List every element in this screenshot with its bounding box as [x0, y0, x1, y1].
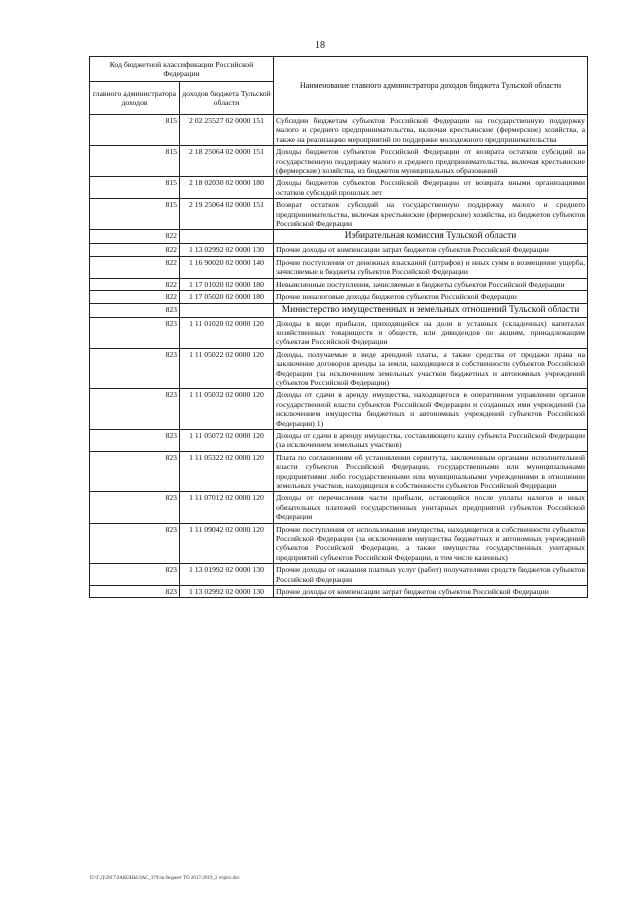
table-row: [90, 278, 588, 290]
income-name-cell: Невыясненные поступления, зачисляемые в бюджеты субъектов Российской Федерации: [274, 278, 588, 290]
admin-code-cell: 823: [90, 586, 180, 598]
income-name-cell: Прочие неналоговые доходы бюджетов субъектов Российской Федерации: [274, 291, 588, 303]
table-row: [90, 244, 588, 256]
admin-code-cell: 815: [90, 177, 180, 199]
income-name-cell: Доходы бюджетов субъектов Российской Федерации от возврата остатков субсидий на государственную поддержку малого и среднего предпринимательства, включая крестьянские (фермерские) хозяйства, из бюджетов муниципальных образований: [274, 146, 588, 177]
income-name-cell: Прочие поступления от денежных взысканий (штрафов) и иных сумм в возмещение ущерба, зачисляемые в бюджеты субъектов Российской Федерации: [274, 256, 588, 278]
income-code-cell: 1 13 02992 02 0000 130: [180, 586, 274, 598]
income-code-cell: 2 19 25064 02 0000 151: [180, 199, 274, 230]
income-name-cell: Доходы, получаемые в виде арендной платы, а также средства от продажи права на заключение договоров аренды за земли, находящиеся в собственности субъектов Российской Федерации (за исключением земельных участков бюджетных и автономных учреждений субъектов Российской Федерации): [274, 348, 588, 389]
income-code-cell: 1 17 01020 02 0000 180: [180, 278, 274, 290]
admin-code-cell: 822: [90, 256, 180, 278]
admin-code-cell: 822: [90, 291, 180, 303]
income-code-cell: 1 11 07012 02 0000 120: [180, 492, 274, 523]
table-row: [90, 291, 588, 303]
admin-code-cell: 823: [90, 348, 180, 389]
empty-code-cell: [180, 230, 274, 244]
table-row: [90, 317, 588, 348]
table-row: [90, 199, 588, 230]
admin-column-header: главного администратора доходов: [90, 82, 180, 115]
admin-code-cell: 815: [90, 146, 180, 177]
table-row: [90, 492, 588, 523]
income-code-cell: 1 11 05032 02 0000 120: [180, 389, 274, 430]
income-name-cell: Плата по соглашениям об установлении сервитута, заключенным органами исполнительной власти субъектов Российской Федерации, государственными или муниципальными предприятиями либо государственными или муниципальными учреждениями в отношении земельных участков, находящихся в собственности субъектов Российской Федерации: [274, 451, 588, 492]
table-row: [90, 429, 588, 451]
admin-code-cell: 823: [90, 389, 180, 430]
income-code-cell: 1 13 01992 02 0000 130: [180, 564, 274, 586]
revenue-administrators-table: [89, 56, 588, 598]
admin-code-cell: 823: [90, 451, 180, 492]
admin-code-cell: 823: [90, 429, 180, 451]
empty-code-cell: [180, 303, 274, 317]
code-group-header: Код бюджетной классификации Российской Федерации: [90, 57, 274, 82]
organization-name: Избирательная комиссия Тульской области: [274, 230, 588, 244]
admin-code-cell: 815: [90, 199, 180, 230]
income-name-cell: Субсидии бюджетам субъектов Российской Федерации на государственную поддержку малого и среднего предпринимательства, включая крестьянские (фермерские) хозяйства, а также на реализацию мероприятий по поддержке молодежного предпринимательства: [274, 115, 588, 146]
income-code-cell: 1 11 05072 02 0000 120: [180, 429, 274, 451]
income-name-cell: Доходы в виде прибыли, приходящейся на доли в уставных (складочных) капиталах хозяйственных товариществ и обществ, или дивидендов по акциям, принадлежащим субъектам Российской Федерации: [274, 317, 588, 348]
file-path-footer: D:\Г:Д\2017\ЗАКОНЫ\ЗАС_379\зк бюджет ТО 2017-2019_2 чтрп1.doc: [90, 876, 240, 881]
table-row: [90, 451, 588, 492]
admin-code-cell: 822: [90, 244, 180, 256]
admin-code-cell: 823: [90, 317, 180, 348]
income-name-cell: Прочие доходы от оказания платных услуг (работ) получателями средств бюджетов субъектов Российской Федерации: [274, 564, 588, 586]
income-code-cell: 1 16 90020 02 0000 140: [180, 256, 274, 278]
table-body: [90, 115, 588, 598]
admin-code-cell: 823: [90, 523, 180, 564]
table-row: [90, 348, 588, 389]
income-code-cell: 1 17 05020 02 0000 180: [180, 291, 274, 303]
organization-row: [90, 303, 588, 317]
admin-code-cell: 823: [90, 303, 180, 317]
admin-code-cell: 815: [90, 115, 180, 146]
income-name-cell: Доходы от сдачи в аренду имущества, находящегося в оперативном управлении органов государственной власти субъектов Российской Федерации и созданных ими учреждений (за исключением имущества бюджетных и автономных учреждений субъектов Российской Федерации) 1): [274, 389, 588, 430]
income-name-cell: Доходы от сдачи в аренду имущества, составляющего казну субъекта Российской Федерации (за исключением земельных участков): [274, 429, 588, 451]
income-name-cell: Прочие доходы от компенсации затрат бюджетов субъектов Российской Федерации: [274, 244, 588, 256]
admin-code-cell: 823: [90, 564, 180, 586]
table-row: [90, 256, 588, 278]
organization-row: [90, 230, 588, 244]
table-row: [90, 146, 588, 177]
admin-code-cell: 822: [90, 278, 180, 290]
income-code-cell: 1 11 05022 02 0000 120: [180, 348, 274, 389]
income-name-cell: Возврат остатков субсидий на государственную поддержку малого и среднего предпринимательства, включая крестьянские (фермерские) хозяйства, из бюджетов субъектов Российской Федерации: [274, 199, 588, 230]
income-code-cell: 2 02 25527 02 0000 151: [180, 115, 274, 146]
table-row: [90, 177, 588, 199]
organization-name: Министерство имущественных и земельных отношений Тульской области: [274, 303, 588, 317]
table-row: [90, 115, 588, 146]
name-column-header: Наименование главного администратора доходов бюджета Тульской области: [274, 57, 588, 115]
income-code-cell: 2 18 02030 02 0000 180: [180, 177, 274, 199]
admin-code-cell: 822: [90, 230, 180, 244]
income-code-cell: 1 11 01020 02 0000 120: [180, 317, 274, 348]
income-code-cell: 1 11 09042 02 0000 120: [180, 523, 274, 564]
income-code-cell: 1 11 05322 02 0000 120: [180, 451, 274, 492]
admin-code-cell: 823: [90, 492, 180, 523]
income-name-cell: Доходы от перечисления части прибыли, остающейся после уплаты налогов и иных обязательных платежей государственных унитарных предприятий субъектов Российской Федерации: [274, 492, 588, 523]
income-code-cell: 1 13 02992 02 0000 130: [180, 244, 274, 256]
table-row: [90, 389, 588, 430]
income-name-cell: Прочие доходы от компенсации затрат бюджетов субъектов Российской Федерации: [274, 586, 588, 598]
income-column-header: доходов бюджета Тульской области: [180, 82, 274, 115]
table-row: [90, 564, 588, 586]
table-row: [90, 523, 588, 564]
table-row: [90, 586, 588, 598]
income-name-cell: Прочие поступления от использования имущества, находящегося в собственности субъектов Российской Федерации (за исключением имущества бюджетных и автономных учреждений субъектов Российской Федерации, а также имущества государственных унитарных предприятий субъектов Российской Федерации, в том числе казенных): [274, 523, 588, 564]
page-number: 18: [315, 40, 325, 51]
income-name-cell: Доходы бюджетов субъектов Российской Федерации от возврата иными организациями остатков субсидий прошлых лет: [274, 177, 588, 199]
income-code-cell: 2 18 25064 02 0000 151: [180, 146, 274, 177]
